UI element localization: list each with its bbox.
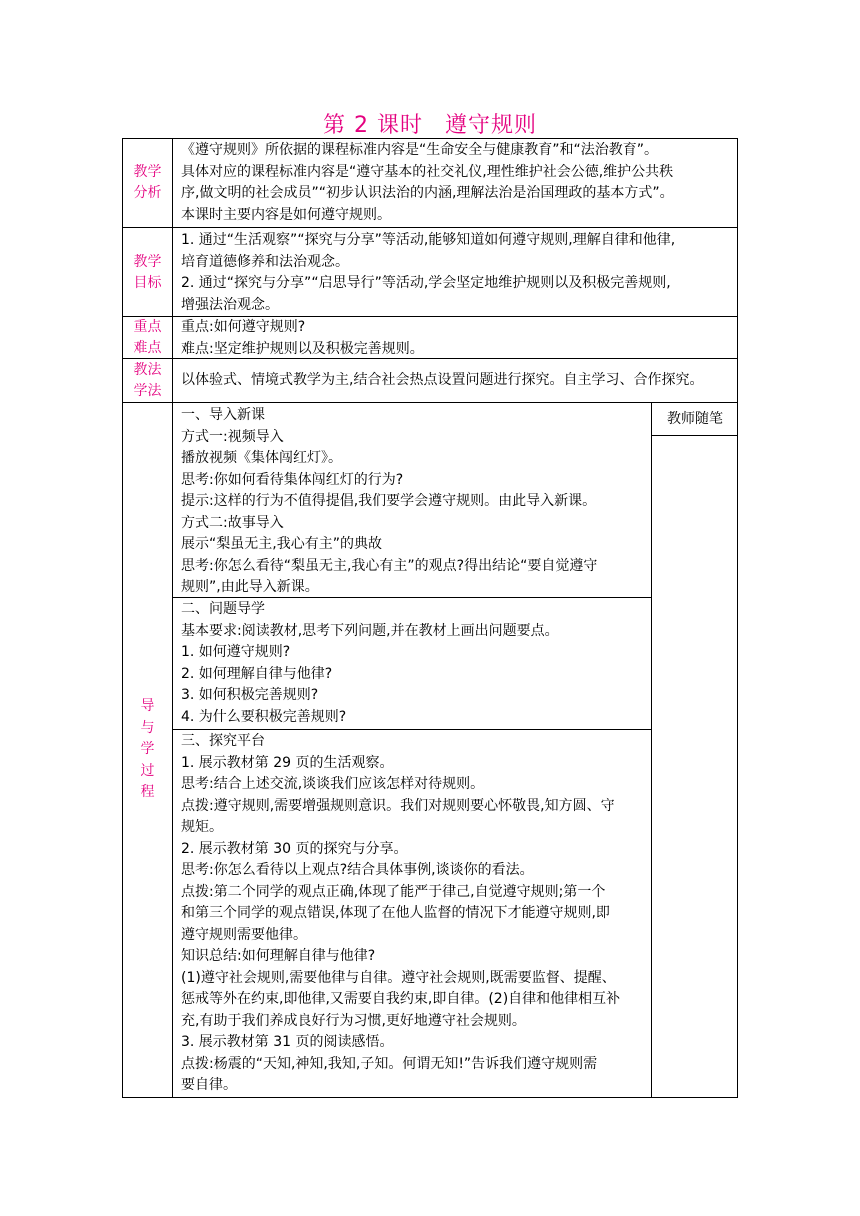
key-content (173, 317, 738, 359)
explore-line: 知识总结:如何理解自律与他律? (181, 948, 376, 964)
explore-line: 惩戒等外在约束,即他律,又需要自我约束,即自律。(2)自律和他律相互补 (181, 991, 621, 1007)
explore-line: 充,有助于我们养成良好行为习惯,更好地遵守社会规则。 (181, 1012, 526, 1029)
explore-line: 规矩。 (181, 819, 223, 835)
intro-line: 一、导入新课 (181, 407, 265, 423)
notes-area[interactable] (652, 436, 738, 1098)
explore-line: 遵守规则需要他律。 (181, 926, 307, 943)
question-line: 2. 如何理解自律与他律? (181, 665, 333, 682)
key-label-line: 重点 (133, 319, 162, 335)
key-label (122, 317, 173, 359)
goals-label-line: 教学 (133, 253, 162, 270)
explore-line: 三、探究平台 (181, 733, 265, 749)
section-questions (173, 598, 652, 730)
analysis-label (122, 138, 173, 228)
process-label-char: 与 (140, 719, 155, 736)
key-label-line: 难点 (133, 340, 162, 356)
method-label-line: 学法 (133, 383, 162, 399)
intro-line: 思考:你怎么看待“梨虽无主,我心有主”的观点?得出结论“要自觉遵守 (181, 557, 598, 574)
method-label-line: 教法 (133, 362, 162, 378)
goals-line: 1. 通过“生活观察”“探究与分享”等活动,能够知道如何遵守规则,理解自律和他律, (181, 232, 676, 248)
analysis-line: 本课时主要内容是如何遵守规则。 (181, 206, 391, 223)
goals-line: 增强法治观念。 (181, 296, 279, 313)
method-content (173, 359, 738, 403)
intro-line: 方式二:故事导入 (181, 514, 284, 531)
explore-line: 要自律。 (181, 1077, 237, 1093)
process-label-char: 程 (140, 784, 155, 800)
key-line: 重点:如何遵守规则? (181, 319, 306, 335)
question-line: 二、问题导学 (181, 601, 265, 617)
key-line: 难点:坚定维护规则以及积极完善规则。 (181, 340, 424, 357)
section-intro (173, 403, 652, 598)
explore-line: 思考:结合上述交流,谈谈我们应该怎样对待规则。 (181, 776, 485, 792)
goals-label (122, 228, 173, 317)
goals-label-line: 目标 (133, 274, 162, 291)
explore-line: 1. 展示教材第 29 页的生活观察。 (181, 754, 394, 771)
section-explore (173, 730, 652, 1098)
intro-line: 思考:你如何看待集体闯红灯的行为? (181, 471, 404, 488)
goals-line: 培育道德修养和法治观念。 (181, 253, 349, 270)
intro-line: 展示“梨虽无主,我心有主”的典故 (181, 536, 382, 552)
goals-content (173, 228, 738, 317)
method-line: 以体验式、情境式教学为主,结合社会热点设置问题进行探究。自主学习、合作探究。 (181, 372, 704, 389)
lesson-table (122, 138, 738, 1098)
explore-line: 和第三个同学的观点错误,体现了在他人监督的情况下才能遵守规则,即 (181, 905, 610, 921)
explore-line: 思考:你怎么看待以上观点?结合具体事例,谈谈你的看法。 (181, 862, 534, 878)
process-label-char: 学 (140, 741, 155, 757)
analysis-line: 具体对应的课程标准内容是“遵守基本的社交礼仪,理性维护社会公德,维护公共秩 (181, 163, 674, 180)
question-line: 1. 如何遵守规则? (181, 644, 291, 660)
process-label (122, 696, 173, 804)
intro-line: 规则”,由此导入新课。 (181, 579, 319, 595)
intro-line: 播放视频《集体闯红灯》。 (181, 450, 342, 466)
explore-line: 3. 展示教材第 31 页的阅读感悟。 (181, 1034, 394, 1050)
notes-header: 教师随笔 (667, 411, 723, 427)
page-title (0, 108, 860, 139)
explore-line: 2. 展示教材第 30 页的探究与分享。 (181, 840, 408, 857)
question-line: 4. 为什么要积极完善规则? (181, 708, 347, 725)
analysis-line: 《遵守规则》所依据的课程标准内容是“生命安全与健康教育”和“法治教育”。 (181, 142, 659, 158)
intro-line: 提示:这样的行为不值得提倡,我们要学会遵守规则。由此导入新课。 (181, 493, 597, 509)
explore-line: 点拨:遵守规则,需要增强规则意识。我们对规则要心怀敬畏,知方圆、守 (181, 797, 615, 814)
analysis-content (173, 138, 738, 228)
analysis-label-line: 分析 (133, 185, 162, 201)
explore-line: 点拨:第二个同学的观点正确,体现了能严于律己,自觉遵守规则;第一个 (181, 883, 606, 900)
title-main: 第 2 课时 (323, 113, 423, 138)
method-label (122, 359, 173, 403)
analysis-line: 序,做文明的社会成员”“初步认识法治的内涵,理解法治是治国理政的基本方式”。 (181, 185, 674, 201)
analysis-label-line: 教学 (133, 164, 162, 180)
explore-line: (1)遵守社会规则,需要他律与自律。遵守社会规则,既需要监督、提醒、 (181, 969, 616, 986)
question-line: 基本要求:阅读教材,思考下列问题,并在教材上画出问题要点。 (181, 622, 559, 639)
goals-line: 2. 通过“探究与分享”“启思导行”等活动,学会坚定地维护规则以及积极完善规则, (181, 275, 671, 291)
title-sub: 遵守规则 (444, 113, 537, 138)
process-label-char: 导 (140, 698, 155, 714)
intro-line: 方式一:视频导入 (181, 428, 284, 445)
explore-line: 点拨:杨震的“天知,神知,我知,子知。何谓无知!”告诉我们遵守规则需 (181, 1055, 598, 1072)
question-line: 3. 如何积极完善规则? (181, 687, 319, 703)
process-label-char: 过 (140, 762, 155, 779)
